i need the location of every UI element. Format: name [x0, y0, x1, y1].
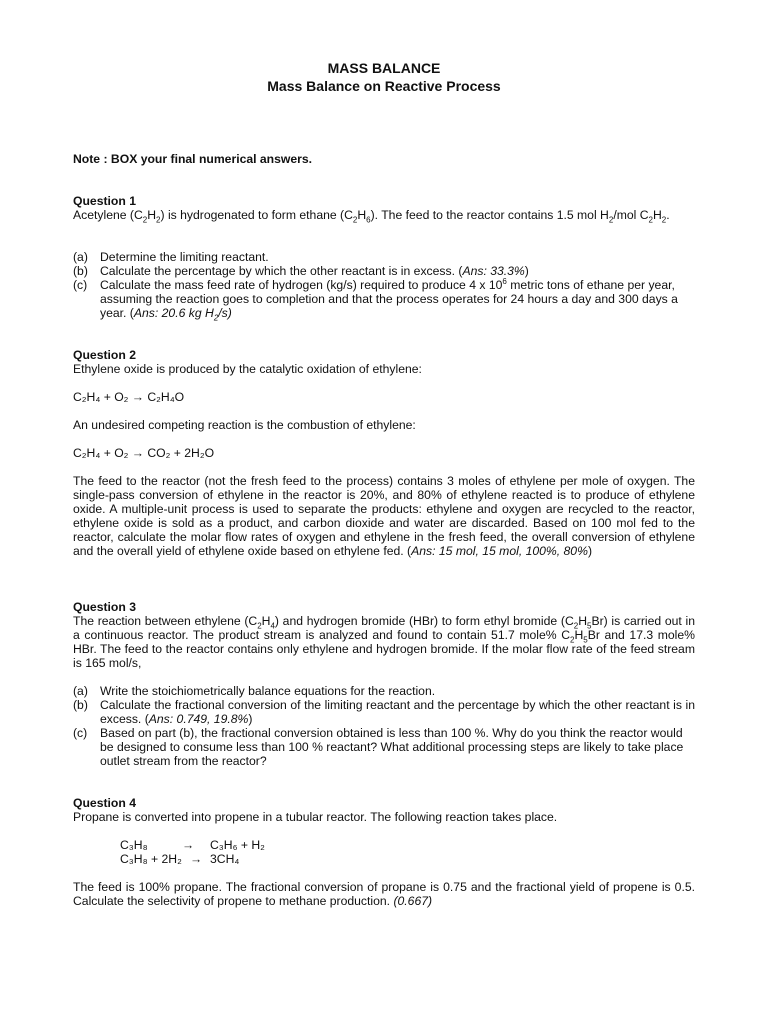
q2-competing: An undesired competing reaction is the combustion of ethylene:	[73, 418, 416, 432]
note: Note : BOX your final numerical answers.	[73, 152, 313, 166]
q2-heading: Question 2	[73, 348, 136, 362]
q4-equation-1: C₃H₈ → C₃H₆ + H₂	[120, 838, 265, 852]
q1-intro: Acetylene $(C_2H_2)$ is hydrogenated to form ethane $(C_2H_6)$. The feed to the reactor contains 1.5 mol $H_2$/mol $C_2H_2$.	[73, 208, 670, 225]
q2-paragraph: The feed to the reactor (not the fresh feed to the process) contains 3 moles of ethylene per mole of oxygen. The single-pass conversion of ethylene in the reactor is 20%, and 80% of ethylene reacted is to produce of ethylene oxide. A multiple-unit process is used to separate the products: ethylene and oxygen are recycled to the reactor, ethylene oxide is sold as a product, and carbon dioxide and water are discarded. Based on 100 mol fed to the reactor, calculate the molar flow rates of oxygen and ethylene in the fresh feed, the overall conversion of ethylene and the overall yield of ethylene oxide based on ethylene fed. (Ans: 15 mol, 15 mol, 100%, 80%)	[73, 474, 695, 558]
q3-intro: The reaction between ethylene $(C_2H_4)$ and hydrogen bromide (HBr) to form ethyl bromide $(C_2H_5Br)$ is carried out in a continuous reactor. The product stream is analyzed and found to contain 51.7 mole% $C_2H_5Br$ and 17.3 mole% HBr. The feed to the reactor contains only ethylene and hydrogen bromide. If the molar flow rate of the feed stream is 165 mol/s,	[73, 614, 696, 670]
q4-paragraph: The feed is 100% propane. The fractional conversion of propane is 0.75 and the fractional yield of propene is 0.5. Calculate the selectivity of propene to methane production. (0.667)	[73, 880, 695, 908]
q1-part-b: (b) Calculate the percentage by which the other reactant is in excess. (Ans: 33.3%)	[73, 264, 529, 278]
q1-heading: Question 1	[73, 194, 136, 208]
document-subtitle: Mass Balance on Reactive Process	[267, 78, 501, 94]
q4-equation-2: C₃H₈ + 2H₂ → 3CH₄	[120, 852, 240, 866]
q2-equation-1: C₂H₄ + O₂ → C₂H₄O	[73, 390, 185, 404]
q3-part-c: (c) Based on part (b), the fractional conversion obtained is less than 100 %. Why do you think the reactor would be designed to consume less than 100 % reactant? What additional processing steps are likely to take place outlet stream from the reactor?	[73, 726, 684, 768]
q1-part-a: (a) Determine the limiting reactant.	[73, 250, 269, 264]
q3-heading: Question 3	[73, 600, 136, 614]
q2-intro: Ethylene oxide is produced by the catalytic oxidation of ethylene:	[73, 362, 422, 376]
document-title: MASS BALANCE	[327, 60, 441, 76]
q1-part-c: (c) Calculate the mass feed rate of hydrogen (kg/s) required to produce 4 x $10^6$ metric tons of ethane per year, assuming the reaction goes to completion and that the process operates for 24 hours a day and 300 days a year. (Ans: 20.6 kg $H_2/s$)	[73, 276, 678, 323]
q3-part-b: (b) Calculate the fractional conversion of the limiting reactant and the percentage by which the other reactant is in excess. (Ans: 0.749, 19.8%)	[73, 698, 695, 726]
q4-intro: Propane is converted into propene in a tubular reactor. The following reaction takes place.	[73, 810, 558, 824]
q3-part-a: (a) Write the stoichiometrically balance equations for the reaction.	[73, 684, 436, 698]
q2-equation-2: C₂H₄ + O₂ → CO₂ + 2H₂O	[73, 446, 215, 460]
q4-heading: Question 4	[73, 796, 136, 810]
